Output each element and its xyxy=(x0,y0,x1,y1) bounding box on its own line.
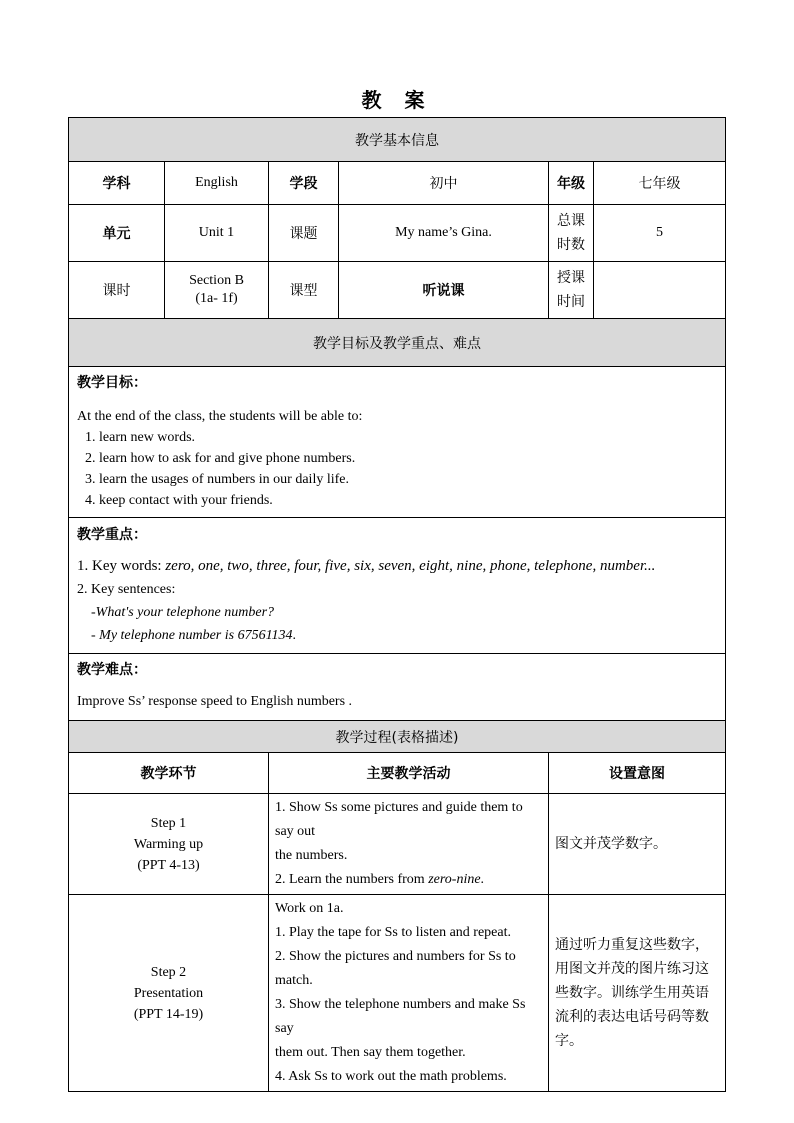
activity-line: 3. Show the telephone numbers and make Ss say xyxy=(275,997,526,1036)
activity-line: the numbers. xyxy=(275,848,348,863)
difficulty-label: 教学难点： xyxy=(77,662,147,678)
step-cell xyxy=(69,895,269,1092)
activity-line: 4. Ask Ss to work out the math problems. xyxy=(275,1069,507,1084)
key-points-label: 教学重点： xyxy=(77,527,147,543)
process-header: 教学过程(表格描述) xyxy=(69,721,726,753)
intent-cell: 图文并茂学数字。 xyxy=(549,794,726,895)
total-hours-label-2: 时数 xyxy=(557,237,585,253)
step-number: Step 2 xyxy=(150,964,187,980)
page-title: 教 案 xyxy=(361,88,433,112)
period-value xyxy=(165,262,269,319)
total-hours-label-1: 总课 xyxy=(557,213,585,229)
grade-value: 七年级 xyxy=(594,162,726,205)
key-points-cell: 教学重点： 1. Key words: zero, one, two, three, four, five, six, seven, eight, nine, phone, telephone, number... 2. Key sentences: -What's your telephone number? - My telephone number is 67561134. xyxy=(69,518,726,654)
teach-time-label-2: 时间 xyxy=(557,294,585,310)
objectives-label: 教学目标： xyxy=(77,375,147,391)
unit-value: Unit 1 xyxy=(165,205,269,262)
objective-item: 3. learn the usages of numbers in our daily life. xyxy=(85,472,349,487)
basic-info-header: 教学基本信息 xyxy=(69,118,726,162)
total-hours-label xyxy=(549,205,594,262)
step-ppt: (PPT 14-19) xyxy=(133,1006,204,1022)
topic-label: 课题 xyxy=(269,205,339,262)
goals-header: 教学目标及教学重点、难点 xyxy=(69,319,726,367)
teach-time-label xyxy=(549,262,594,319)
teach-time-value xyxy=(594,262,726,319)
objectives-intro: At the end of the class, the students will be able to: xyxy=(77,409,363,424)
difficulty-text: Improve Ss’ response speed to English numbers . xyxy=(77,694,353,709)
lesson-plan-table xyxy=(68,117,726,1092)
key-sentence-2-prefix: - My telephone number is xyxy=(91,628,238,643)
activity-line: 1. Show Ss some pictures and guide them to say out xyxy=(275,800,523,839)
step-name: Presentation xyxy=(133,985,204,1001)
activity-cell: 1. Show Ss some pictures and guide them to say out the numbers. 2. Learn the numbers from zero-nine. xyxy=(269,794,549,895)
intent-cell: 通过听力重复这些数字，用图文并茂的图片练习这些数字。训练学生用英语流利的表达电话号码等数字。 xyxy=(549,895,726,1092)
total-hours-value: 5 xyxy=(594,205,726,262)
activity-line: them out. Then say them together. xyxy=(275,1045,466,1060)
objective-item: 4. keep contact with your friends. xyxy=(85,493,273,508)
key-sentences-label: 2. Key sentences: xyxy=(77,582,176,597)
col-activity-header: 主要教学活动 xyxy=(269,753,549,794)
difficulty-cell xyxy=(69,654,726,721)
objective-item: 1. learn new words. xyxy=(85,430,196,445)
activity-line: 2. Show the pictures and numbers for Ss to match. xyxy=(275,949,516,988)
activity-line: 1. Play the tape for Ss to listen and repeat. xyxy=(275,925,511,940)
col-step-header: 教学环节 xyxy=(69,753,269,794)
activity-line: Work on 1a. xyxy=(275,901,344,916)
objectives-cell xyxy=(69,367,726,518)
stage-label: 学段 xyxy=(269,162,339,205)
step-name: Warming up xyxy=(133,836,204,852)
topic-value: My name’s Gina. xyxy=(339,205,549,262)
subject-value: English xyxy=(165,162,269,205)
type-value: 听说课 xyxy=(339,262,549,319)
step-ppt: (PPT 4-13) xyxy=(137,857,200,873)
activity-line: 2. Learn the numbers from xyxy=(275,872,429,887)
period-label: 课时 xyxy=(69,262,165,319)
key-words: zero, one, two, three, four, five, six, seven, eight, nine, phone, telephone, number... xyxy=(165,558,656,574)
teach-time-label-1: 授课 xyxy=(557,270,585,286)
objective-item: 2. learn how to ask for and give phone numbers. xyxy=(85,451,356,466)
activity-cell xyxy=(269,895,549,1092)
stage-value: 初中 xyxy=(339,162,549,205)
type-label: 课型 xyxy=(269,262,339,319)
unit-label: 单元 xyxy=(69,205,165,262)
grade-label: 年级 xyxy=(549,162,594,205)
col-intent-header: 设置意图 xyxy=(549,753,726,794)
key-sentence-2-number: 67561134 xyxy=(237,628,293,643)
step-cell xyxy=(69,794,269,895)
activity-italic: zero-nine xyxy=(428,872,481,887)
period-value-1: Section B xyxy=(189,273,244,288)
period-value-2: (1a- 1f) xyxy=(195,291,238,306)
key-words-prefix: 1. Key words: xyxy=(77,558,166,574)
step-number: Step 1 xyxy=(150,815,187,831)
subject-label: 学科 xyxy=(69,162,165,205)
key-sentence-1: -What's your telephone number? xyxy=(91,605,275,620)
